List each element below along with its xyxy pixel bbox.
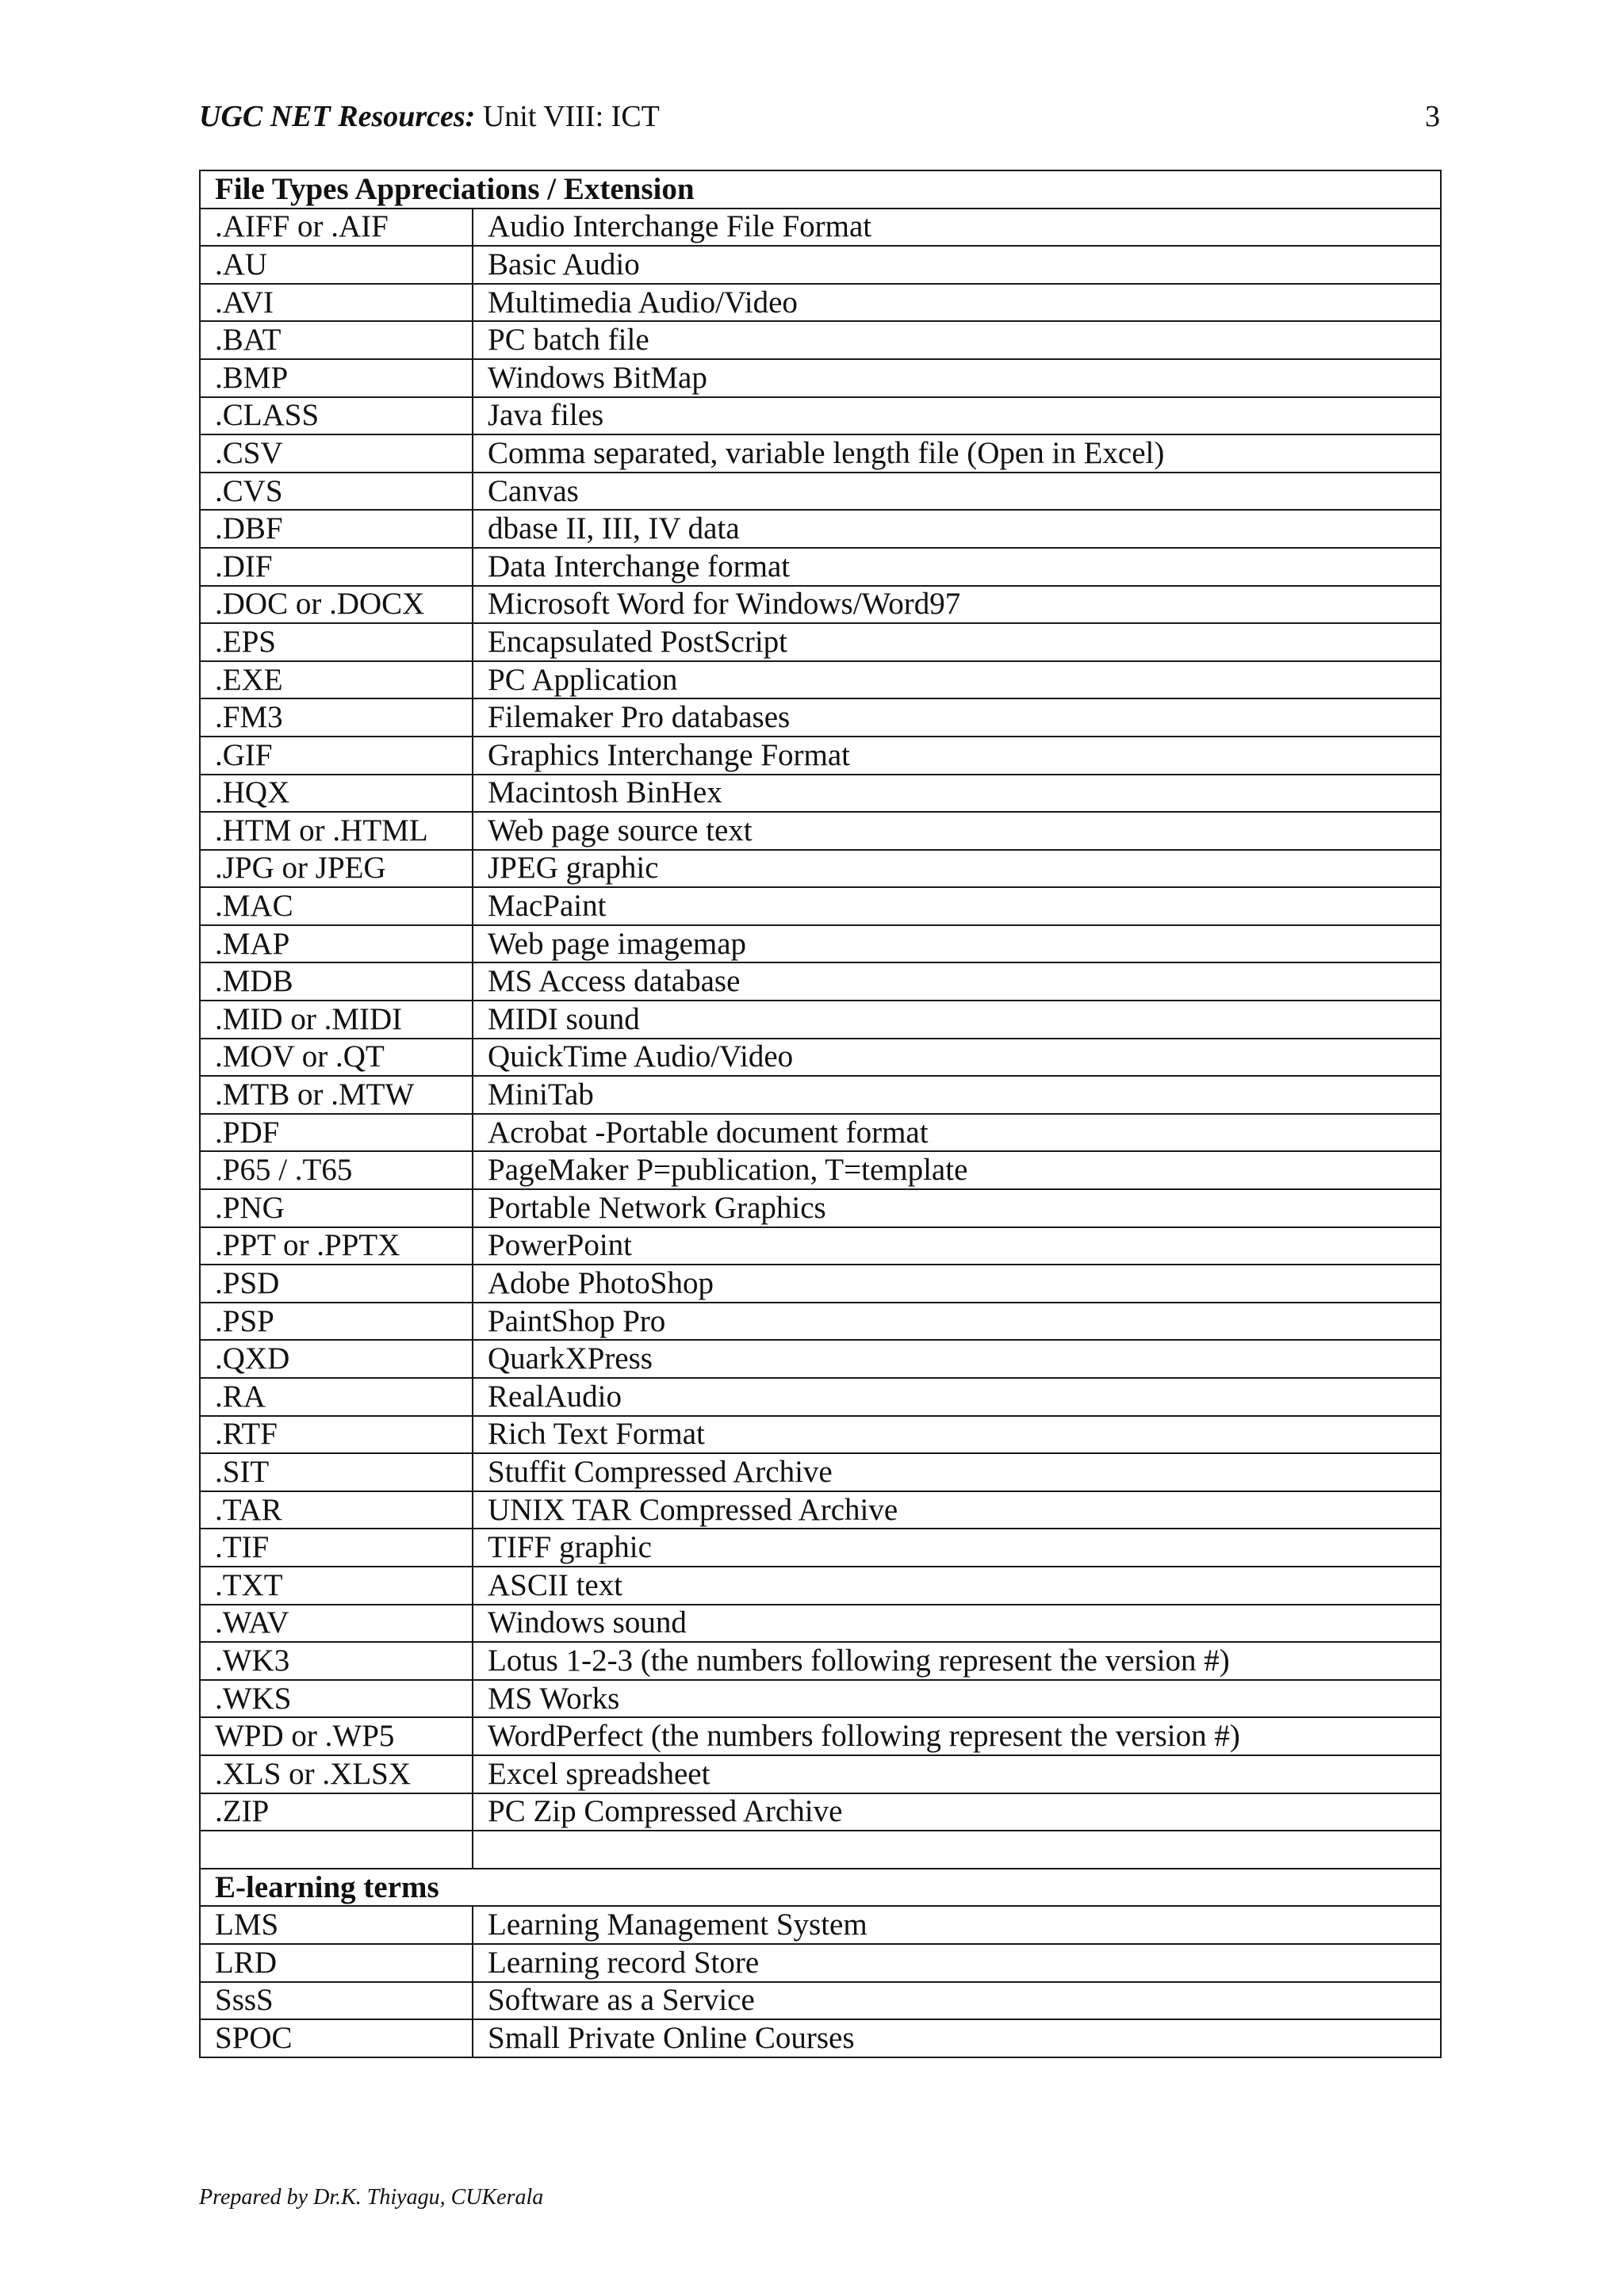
extension-cell: [200, 1831, 473, 1869]
section-header-row: [200, 170, 1441, 209]
table-row: [200, 434, 1441, 473]
description-cell: Java files: [473, 397, 1441, 435]
extension-cell: .MAP: [200, 925, 473, 963]
table-row: [200, 1114, 1441, 1152]
description-cell: WordPerfect (the numbers following represent the version #): [473, 1717, 1441, 1755]
extension-cell: .PDF: [200, 1114, 473, 1152]
extension-cell: .P65 / .T65: [200, 1151, 473, 1189]
extension-cell: .JPG or JPEG: [200, 850, 473, 888]
table-row: [200, 1416, 1441, 1454]
table-row: [200, 812, 1441, 850]
table-row: [200, 1378, 1441, 1416]
extension-cell: .FM3: [200, 698, 473, 737]
description-cell: MIDI sound: [473, 1001, 1441, 1039]
table-row: [200, 698, 1441, 737]
extension-cell: .PSP: [200, 1303, 473, 1341]
extension-cell: .WKS: [200, 1680, 473, 1718]
description-cell: Lotus 1-2-3 (the numbers following represent the version #): [473, 1642, 1441, 1680]
extension-cell: .MAC: [200, 887, 473, 925]
extension-cell: .BAT: [200, 321, 473, 359]
table-row: [200, 887, 1441, 925]
extension-cell: .EXE: [200, 661, 473, 699]
description-cell: MS Works: [473, 1680, 1441, 1718]
table-row: [200, 473, 1441, 511]
table-row: [200, 1680, 1441, 1718]
extension-cell: .AU: [200, 246, 473, 284]
description-cell: Adobe PhotoShop: [473, 1265, 1441, 1303]
description-cell: Windows sound: [473, 1605, 1441, 1643]
extension-cell: .WAV: [200, 1605, 473, 1643]
table-row: [200, 1717, 1441, 1755]
table-row: [200, 1151, 1441, 1189]
extension-cell: .CLASS: [200, 397, 473, 435]
description-cell: PageMaker P=publication, T=template: [473, 1151, 1441, 1189]
extension-cell: .AIFF or .AIF: [200, 209, 473, 247]
extension-cell: .TAR: [200, 1491, 473, 1529]
table-row: [200, 359, 1441, 397]
table-row: [200, 1189, 1441, 1227]
description-cell: Learning Management System: [473, 1906, 1441, 1944]
extension-cell: .WK3: [200, 1642, 473, 1680]
extension-cell: .MTB or .MTW: [200, 1076, 473, 1114]
extension-cell: .DOC or .DOCX: [200, 586, 473, 624]
table-row: [200, 1227, 1441, 1265]
extension-cell: .TIF: [200, 1529, 473, 1567]
description-cell: ASCII text: [473, 1567, 1441, 1605]
table-row: [200, 623, 1441, 661]
section-header-row: [200, 1869, 1441, 1907]
description-cell: PaintShop Pro: [473, 1303, 1441, 1341]
table-row: [200, 1529, 1441, 1567]
table-row: [200, 1642, 1441, 1680]
description-cell: Learning record Store: [473, 1944, 1441, 1982]
table-row: [200, 1605, 1441, 1643]
footer-credit: Prepared by Dr.K. Thiyagu, CUKerala: [199, 2185, 544, 2210]
description-cell: JPEG graphic: [473, 850, 1441, 888]
extension-cell: .MOV or .QT: [200, 1039, 473, 1077]
section-heading: E-learning terms: [200, 1869, 1441, 1907]
extension-cell: .ZIP: [200, 1793, 473, 1831]
table-row: [200, 1567, 1441, 1605]
extension-cell: WPD or .WP5: [200, 1717, 473, 1755]
table-row: [200, 246, 1441, 284]
description-cell: Macintosh BinHex: [473, 775, 1441, 813]
description-cell: Filemaker Pro databases: [473, 698, 1441, 737]
extension-cell: .XLS or .XLSX: [200, 1755, 473, 1793]
table-row: [200, 1793, 1441, 1831]
table-row: [200, 661, 1441, 699]
extension-cell: .HQX: [200, 775, 473, 813]
table-row: [200, 775, 1441, 813]
description-cell: Encapsulated PostScript: [473, 623, 1441, 661]
description-cell: PowerPoint: [473, 1227, 1441, 1265]
extension-cell: LMS: [200, 1906, 473, 1944]
description-cell: Excel spreadsheet: [473, 1755, 1441, 1793]
description-cell: Graphics Interchange Format: [473, 737, 1441, 775]
page-header: [199, 97, 1440, 136]
extension-cell: .CVS: [200, 473, 473, 511]
extension-cell: .QXD: [200, 1340, 473, 1378]
extension-cell: .RA: [200, 1378, 473, 1416]
extension-cell: .TXT: [200, 1567, 473, 1605]
description-cell: dbase II, III, IV data: [473, 510, 1441, 548]
description-cell: Audio Interchange File Format: [473, 209, 1441, 247]
extension-cell: .PNG: [200, 1189, 473, 1227]
extension-cell: .PSD: [200, 1265, 473, 1303]
description-cell: Small Private Online Courses: [473, 2019, 1441, 2057]
description-cell: MS Access database: [473, 962, 1441, 1001]
extension-cell: .BMP: [200, 359, 473, 397]
description-cell: Data Interchange format: [473, 548, 1441, 586]
description-cell: TIFF graphic: [473, 1529, 1441, 1567]
extension-cell: .HTM or .HTML: [200, 812, 473, 850]
extension-cell: .CSV: [200, 434, 473, 473]
table-row: [200, 1340, 1441, 1378]
description-cell: Rich Text Format: [473, 1416, 1441, 1454]
table-row: [200, 586, 1441, 624]
table-row: [200, 1831, 1441, 1869]
table-row: [200, 548, 1441, 586]
description-cell: Portable Network Graphics: [473, 1189, 1441, 1227]
table-row: [200, 209, 1441, 247]
description-cell: MacPaint: [473, 887, 1441, 925]
description-cell: PC Application: [473, 661, 1441, 699]
table-row: [200, 1076, 1441, 1114]
description-cell: Microsoft Word for Windows/Word97: [473, 586, 1441, 624]
extension-cell: .GIF: [200, 737, 473, 775]
running-title-source: UGC NET Resources:: [199, 100, 476, 133]
table-row: [200, 510, 1441, 548]
description-cell: Web page imagemap: [473, 925, 1441, 963]
description-cell: MiniTab: [473, 1076, 1441, 1114]
table-row: [200, 925, 1441, 963]
extension-cell: .EPS: [200, 623, 473, 661]
table-row: [200, 397, 1441, 435]
description-cell: QuarkXPress: [473, 1340, 1441, 1378]
table-row: [200, 1906, 1441, 1944]
table-row: [200, 737, 1441, 775]
table-row: [200, 284, 1441, 322]
extension-cell: SssS: [200, 1982, 473, 2020]
extension-cell: .RTF: [200, 1416, 473, 1454]
table-row: [200, 1265, 1441, 1303]
extension-cell: .AVI: [200, 284, 473, 322]
description-cell: Canvas: [473, 473, 1441, 511]
extension-cell: .SIT: [200, 1453, 473, 1491]
table-row: [200, 1453, 1441, 1491]
description-cell: Acrobat -Portable document format: [473, 1114, 1441, 1152]
description-cell: [473, 1831, 1441, 1869]
page-number: 3: [1425, 100, 1440, 133]
extension-cell: .DBF: [200, 510, 473, 548]
table-row: [200, 1039, 1441, 1077]
description-cell: Software as a Service: [473, 1982, 1441, 2020]
table-row: [200, 321, 1441, 359]
description-cell: UNIX TAR Compressed Archive: [473, 1491, 1441, 1529]
extension-cell: .DIF: [200, 548, 473, 586]
description-cell: PC batch file: [473, 321, 1441, 359]
running-title-unit: Unit VIII: ICT: [482, 100, 660, 133]
description-cell: RealAudio: [473, 1378, 1441, 1416]
running-title: [199, 99, 660, 134]
table-row: [200, 962, 1441, 1001]
description-cell: Multimedia Audio/Video: [473, 284, 1441, 322]
table-row: [200, 1001, 1441, 1039]
table-row: [200, 1491, 1441, 1529]
table-row: [200, 1303, 1441, 1341]
table-row: [200, 1982, 1441, 2020]
description-cell: PC Zip Compressed Archive: [473, 1793, 1441, 1831]
description-cell: Basic Audio: [473, 246, 1441, 284]
description-cell: Web page source text: [473, 812, 1441, 850]
extension-cell: .MID or .MIDI: [200, 1001, 473, 1039]
table-row: [200, 1755, 1441, 1793]
extension-cell: .MDB: [200, 962, 473, 1001]
description-cell: Comma separated, variable length file (Open in Excel): [473, 434, 1441, 473]
extension-cell: SPOC: [200, 2019, 473, 2057]
description-cell: Stuffit Compressed Archive: [473, 1453, 1441, 1491]
table-row: [200, 850, 1441, 888]
table-row: [200, 1944, 1441, 1982]
section-heading: File Types Appreciations / Extension: [200, 170, 1441, 209]
table-row: [200, 2019, 1441, 2057]
description-cell: Windows BitMap: [473, 359, 1441, 397]
extension-cell: LRD: [200, 1944, 473, 1982]
table-body: [200, 170, 1441, 2057]
description-cell: QuickTime Audio/Video: [473, 1039, 1441, 1077]
extension-cell: .PPT or .PPTX: [200, 1227, 473, 1265]
file-types-table: [199, 170, 1442, 2058]
